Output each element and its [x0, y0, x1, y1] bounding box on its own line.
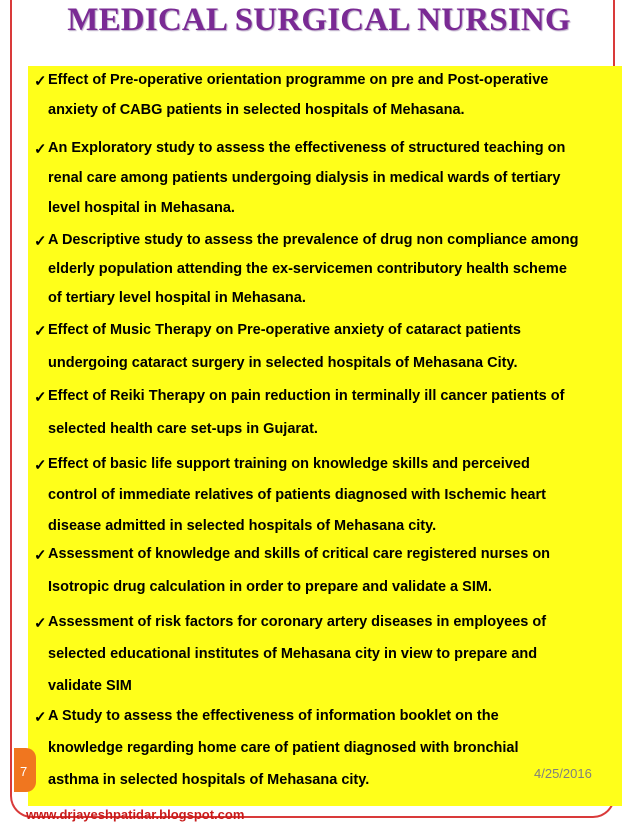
list-item-line: disease admitted in selected hospitals of Mehasana city. [48, 518, 437, 534]
list-item-line: A Study to assess the effectiveness of information booklet on the [48, 708, 499, 724]
checkmark-icon: ✓ [34, 457, 47, 474]
list-item-line: control of immediate relatives of patients diagnosed with Ischemic heart [48, 487, 546, 503]
slide-title: MEDICAL SURGICAL NURSING [67, 2, 571, 38]
checkmark-icon: ✓ [34, 547, 47, 564]
checkmark-icon: ✓ [34, 389, 47, 406]
list-item-line: undergoing cataract surgery in selected hospitals of Mehasana City. [48, 355, 518, 371]
list-item-line: Assessment of knowledge and skills of critical care registered nurses on [48, 546, 551, 562]
checkmark-icon: ✓ [34, 709, 47, 726]
list-item-line: of tertiary level hospital in Mehasana. [48, 290, 306, 306]
content-panel [28, 66, 622, 806]
list-item-line: asthma in selected hospitals of Mehasana city. [48, 772, 370, 788]
list-item-line: Effect of Reiki Therapy on pain reduction in terminally ill cancer patients of [48, 388, 565, 404]
list-item-line: An Exploratory study to assess the effectiveness of structured teaching on [48, 140, 566, 156]
list-item-line: level hospital in Mehasana. [48, 200, 235, 216]
list-item-line: A Descriptive study to assess the prevalence of drug non compliance among [48, 232, 579, 248]
list-item-line: elderly population attending the ex-servicemen contributory health scheme [48, 261, 567, 277]
checkmark-icon: ✓ [34, 233, 47, 250]
list-item-line: Assessment of risk factors for coronary artery diseases in employees of [48, 614, 547, 630]
list-item-line: Effect of Music Therapy on Pre-operative anxiety of cataract patients [48, 322, 521, 338]
checkmark-icon: ✓ [34, 141, 47, 158]
footer-url[interactable]: www.drjayeshpatidar.blogspot.com [26, 807, 245, 822]
list-item-line: validate SIM [48, 678, 132, 694]
checkmark-icon: ✓ [34, 73, 47, 90]
checkmark-icon: ✓ [34, 323, 47, 340]
list-item-line: anxiety of CABG patients in selected hospitals of Mehasana. [48, 102, 465, 118]
list-item-line: selected health care set-ups in Gujarat. [48, 421, 318, 437]
list-item-line: Effect of Pre-operative orientation programme on pre and Post-operative [48, 72, 549, 88]
checkmark-icon: ✓ [34, 615, 47, 632]
list-item-line: Effect of basic life support training on knowledge skills and perceived [48, 456, 530, 472]
list-item-line: renal care among patients undergoing dialysis in medical wards of tertiary [48, 170, 561, 186]
page-number-tab [14, 748, 36, 792]
page-number: 7 [20, 764, 28, 779]
list-item-line: selected educational institutes of Mehasana city in view to prepare and [48, 646, 538, 662]
list-item-line: knowledge regarding home care of patient diagnosed with bronchial [48, 740, 519, 756]
list-item-line: Isotropic drug calculation in order to prepare and validate a SIM. [48, 579, 492, 595]
slide-date: 4/25/2016 [534, 766, 592, 781]
